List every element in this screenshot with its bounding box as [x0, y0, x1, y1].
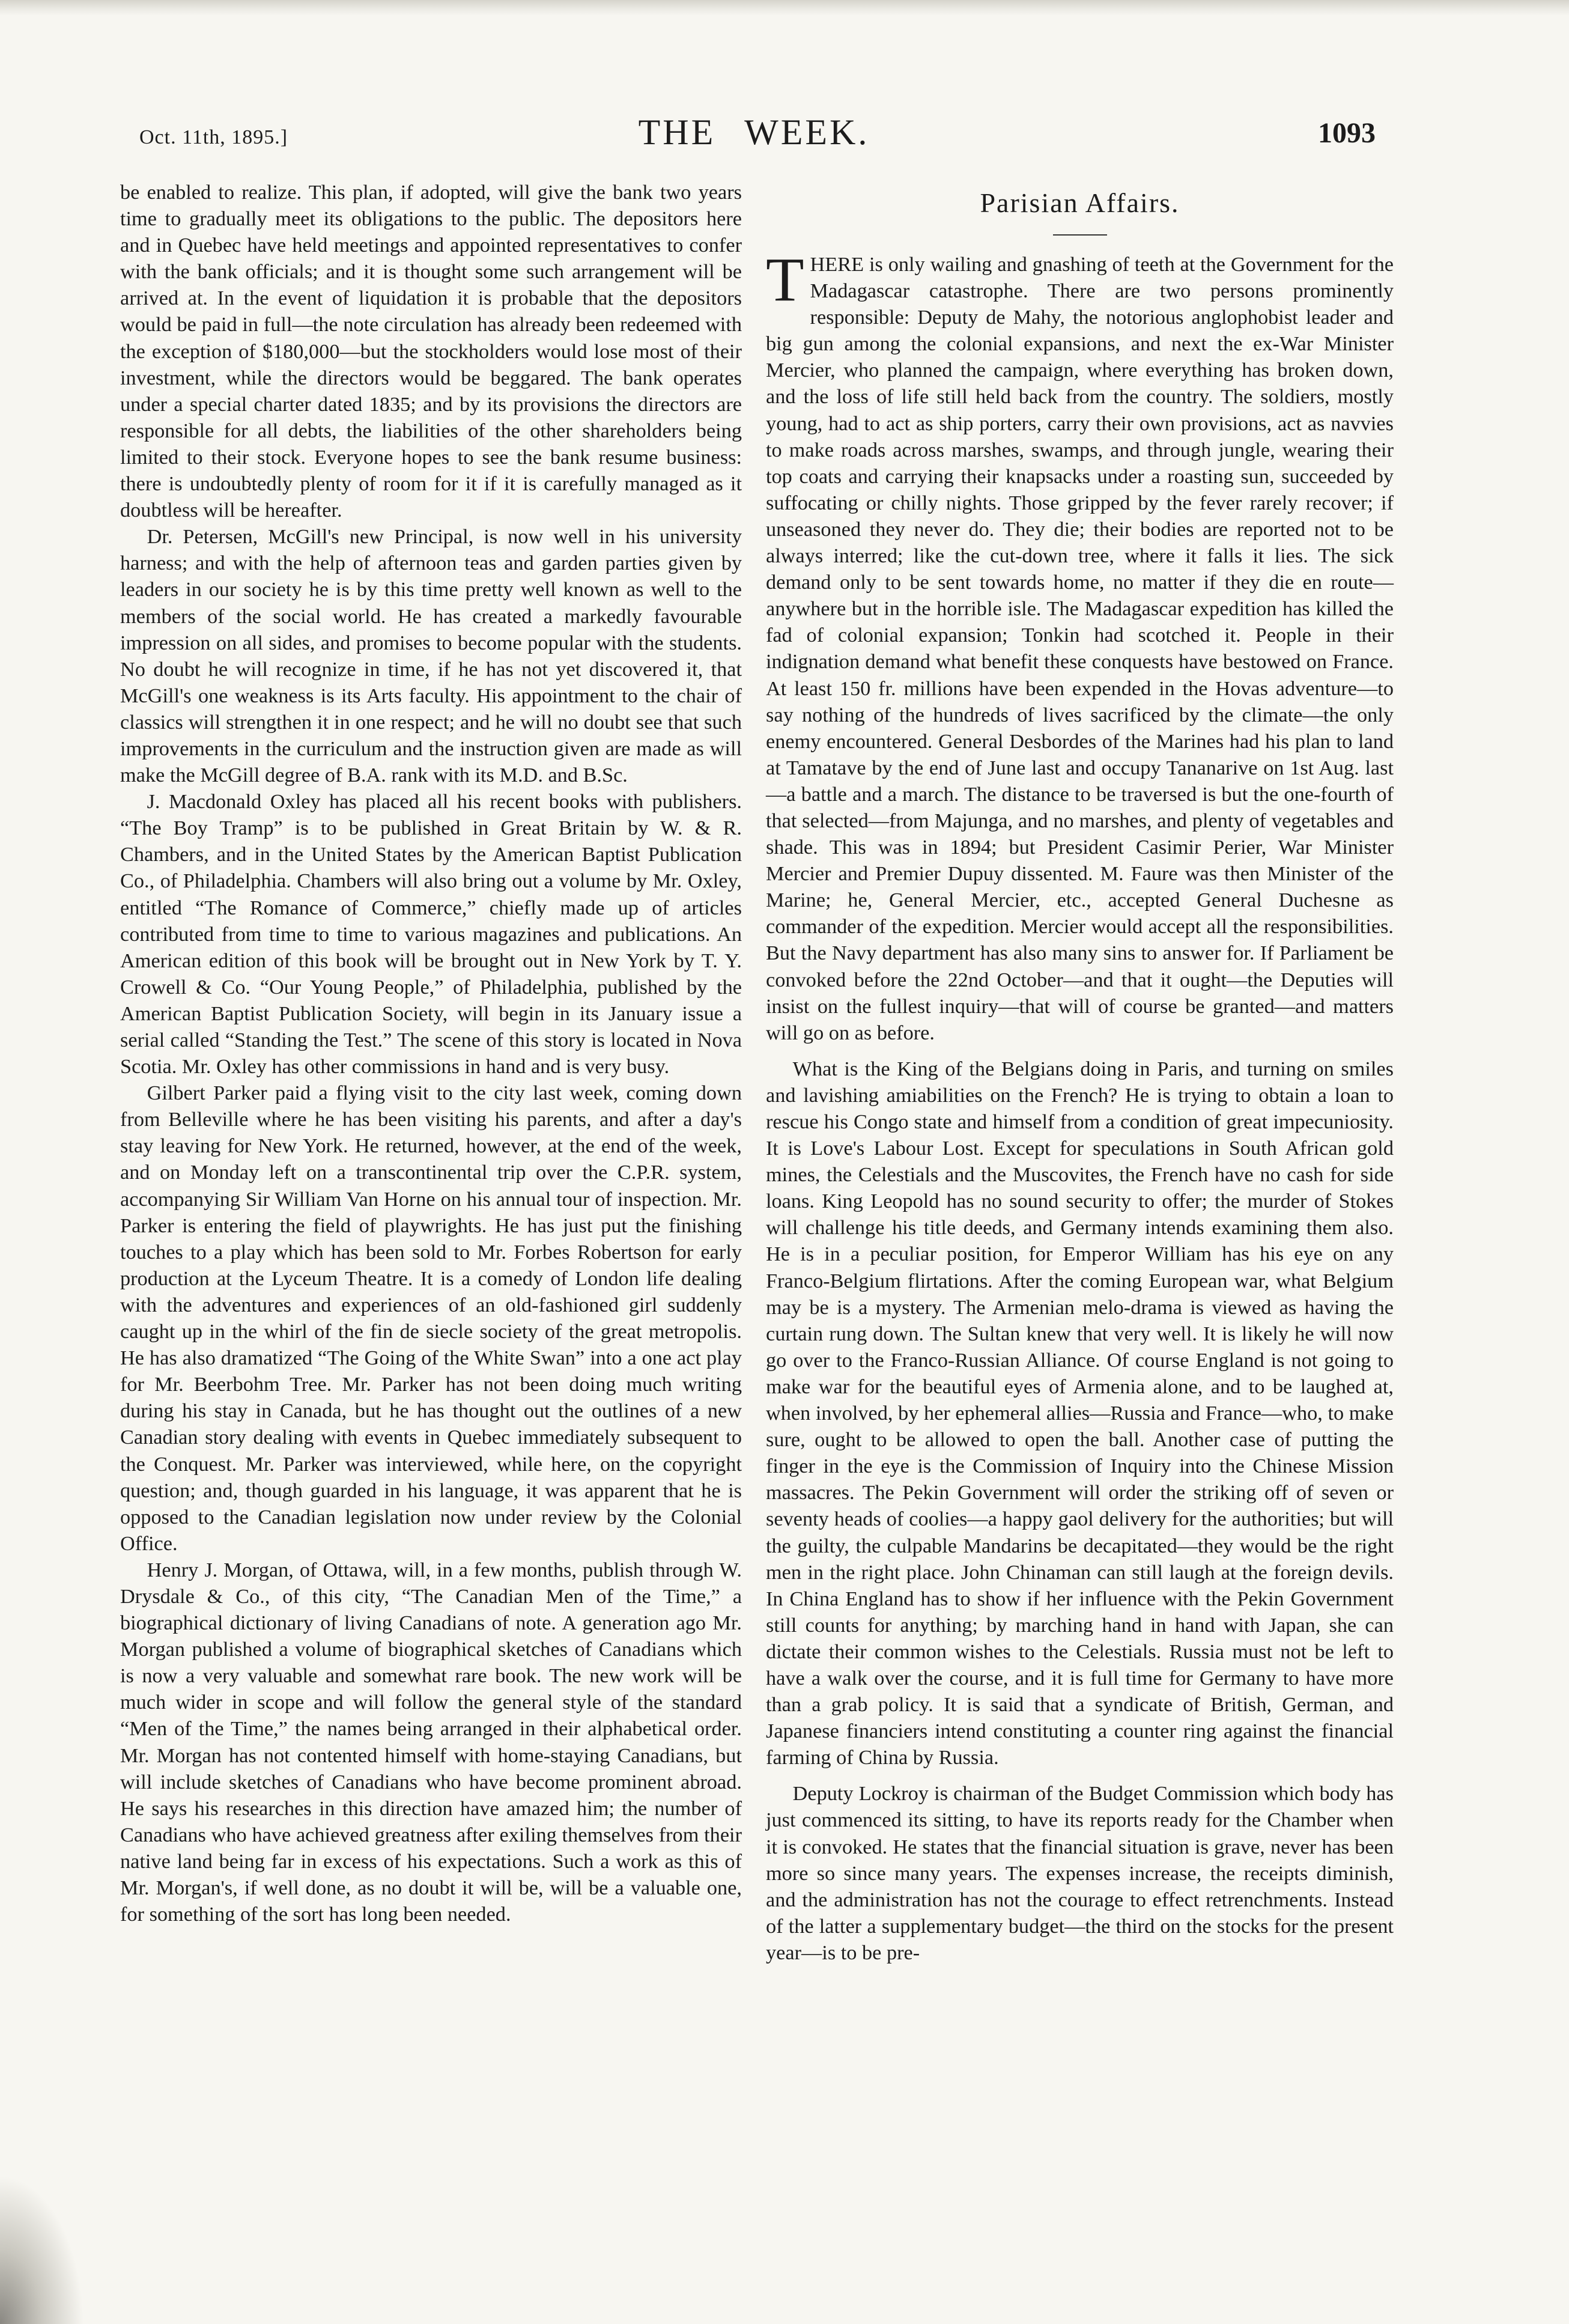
- article-paragraph: Gilbert Parker paid a flying visit to the city last week, coming down from Belleville where he has been visiting his parents, and after a day's stay leaving for New York. He returned, however, at the end of the week, and on Monday left on a transcontinental trip over the C.P.R. system, accompanying Sir William Van Horne on his annual tour of inspection. Mr. Parker is entering the field of playwrights. He has just put the finishing touches to a play which has been sold to Mr. Forbes Robertson for early production at the Lyceum Theatre. It is a comedy of London life dealing with the adventures and experiences of an old-fashioned girl suddenly caught up in the whirl of the fin de siecle society of the great metropolis. He has also dramatized “The Going of the White Swan” into a one act play for Mr. Beerbohm Tree. Mr. Parker has not been doing much writing during his stay in Canada, but he has thought out the outlines of a new Canadian story dealing with events in Quebec immediately subsequent to the Conquest. Mr. Parker was interviewed, while here, on the copyright question; and, though guarded in his language, it was apparent that he is opposed to the Canadian legislation now under review by the Colonial Office.: [120, 1081, 742, 1555]
- article-paragraph: Henry J. Morgan, of Ottawa, will, in a few months, publish through W. Drysdale & Co., of this city, “The Canadian Men of the Time,” a biographical dictionary of living Canadians of note. A generation ago Mr. Morgan published a volume of biographical sketches of Canadians which is now a very valuable and somewhat rare book. The new work will be much wider in scope and will follow the general style of the standard “Men of the Time,” the names being arranged in their alphabetical order. Mr. Morgan has not contented himself with home-staying Canadians, but will include sketches of Canadians who have become prominent abroad. He says his researches in this direction have amazed him; the number of Canadians who have achieved greatness after exiling themselves from their native land being far in excess of his expectations. Such a work as this of Mr. Morgan's, if well done, as no doubt it will be, will be a valuable one, for something of the sort has long been needed.: [120, 1558, 742, 1926]
- scan-edge-shadow: [0, 2175, 84, 2324]
- section-title: Parisian Affairs.: [980, 187, 1180, 218]
- title-divider: [1053, 234, 1107, 236]
- drop-cap: T: [766, 245, 804, 314]
- left-column: [120, 179, 742, 1927]
- article-paragraph: What is the King of the Belgians doing in Paris, and turning on smiles and lavishing amiabilities on the French? He is trying to obtain a loan to rescue his Congo state and himself from a condition of great impecuniosity. It is Love's Labour Lost. Except for speculations in South African gold mines, the Celestials and the Muscovites, the French have no cash for side loans. King Leopold has no sound security to offer; the murder of Stokes will challenge his title deeds, and Germany intends examining them also. He is in a peculiar position, for Emperor William has his eye on any Franco-Belgium flirtations. After the coming European war, what Belgium may be is a mystery. The Armenian melo-drama is viewed as having the curtain rung down. The Sultan knew that very well. It is likely he will now go over to the Franco-Russian Alliance. Of course England is not going to make war for the beautiful eyes of Armenia alone, and to be laughed at, when involved, by her ephemeral allies—Russia and France—who, to make sure, ought to be allowed to open the ball. Another case of putting the finger in the eye is the Commission of Inquiry into the Chinese Mission massacres. The Pekin Government will order the striking off of seven or seventy heads of coolies—a happy gaol delivery for the authorities; but will the guilty, the culpable Mandarins be decapitated—they would be the right men in the right place. John Chinaman can still laugh at the foreign devils. In China England has to show if her influence with the Pekin Government still counts for anything; by marching hand in hand with Japan, she can dictate their common wishes to the Celestials. Russia must not be left to have a walk over the course, and it is full time for Germany to have more than a grab policy. It is said that a syndicate of British, German, and Japanese financiers intend constituting a counter ring against the financial farming of China by Russia.: [766, 1057, 1394, 1769]
- article-paragraph: Deputy Lockroy is chairman of the Budget Commission which body has just commenced its sitting, to have its reports ready for the Chamber when it is convoked. He states that the financial situation is grave, never has been more so since many years. The expenses increase, the receipts diminish, and the administration has not the courage to effect retrenchments. Instead of the latter a supplementary budget—the third on the stocks for the present year—is to be pre-: [766, 1782, 1394, 1964]
- page-header: [132, 109, 1376, 157]
- right-column: [766, 179, 1394, 1966]
- scan-edge-top: [0, 0, 1569, 16]
- page-number: 1093: [1318, 117, 1376, 149]
- article-paragraph: J. Macdonald Oxley has placed all his recent books with publishers. “The Boy Tramp” is to be published in Great Britain by W. & R. Chambers, and in the United States by the American Baptist Publication Co., of Philadelphia. Chambers will also bring out a volume by Mr. Oxley, entitled “The Romance of Commerce,” chiefly made up of articles contributed from time to time to various magazines and publications. An American edition of this book will be brought out in New York by T. Y. Crowell & Co. “Our Young People,” of Philadelphia, published by the American Baptist Publication Society, will begin in its January issue a serial called “Standing the Test.” The scene of this story is located in Nova Scotia. Mr. Oxley has other commissions in hand and is very busy.: [120, 790, 742, 1078]
- paragraph-text: HERE is only wailing and gnashing of teeth at the Government for the Madagascar catastrophe. There are two persons prominently responsible: Deputy de Mahy, the notorious anglophobist leader and big gun among the colonial expansions, and next the ex-War Minister Mercier, who planned the campaign, where everything has broken down, and the loss of life still held back from the country. The soldiers, mostly young, had to act as ship porters, carry their own provisions, act as navvies to make roads across marshes, swamps, and through jungle, wearing their top coats and carrying their knapsacks under a roasting sun, succeeded by suffocating or chilly nights. Those gripped by the fever rarely recover; if unseasoned they never do. They die; their bodies are reported not to be always interred; like the cut-down tree, where it falls it lies. The sick demand only to be sent towards home, no matter if they die en route—anywhere but in the horrible isle. The Madagascar expedition has killed the fad of colonial expansion; Tonkin had scotched it. People in their indignation demand what benefit these conquests have bestowed on France. At least 150 fr. millions have been expended in the Hovas adventure—to say nothing of the hundreds of lives sacrificed by the climate—the only enemy encountered. General Desbordes of the Marines had his plan to land at Tamatave by the end of June last and occupy Tananarive on 1st Aug. last—a battle and a march. The distance to be traversed is but the one-fourth of that selected—from Majunga, and no marshes, and plenty of vegetables and shade. This was in 1894; but President Casimir Perier, War Minister Mercier and Premier Dupuy dissented. M. Faure was then Minister of the Marine; he, General Mercier, etc., accepted General Duchesne as commander of the expedition. Mercier would accept all the responsibilities. But the Navy department has also many sins to answer for. If Parliament be convoked before the 22nd October—and that it ought—the Deputies will insist on the fullest inquiry—that will of course be granted—and matters will go on as before.: [766, 253, 1394, 1044]
- article-paragraph: be enabled to realize. This plan, if adopted, will give the bank two years time to gradually meet its obligations to the public. The depositors here and in Quebec have held meetings and appointed representatives to confer with the bank officials; and it is thought some such arrangement will be arrived at. In the event of liquidation it is probable that the depositors would be paid in full—the note circulation has already been redeemed with the exception of $180,000—but the stockholders would lose most of their investment, while the directors would be beggared. The bank operates under a special charter dated 1835; and by its provisions the directors are responsible for all debts, the liabilities of the other shareholders being limited to their stock. Everyone hopes to see the bank resume business: there is undoubtedly plenty of room for it if it is carefully managed as it doubtless will be hereafter.: [120, 181, 742, 522]
- article-paragraph: [766, 245, 1394, 1046]
- publication-title: THE WEEK.: [638, 112, 870, 152]
- issue-date: Oct. 11th, 1895.]: [139, 126, 288, 148]
- article-paragraph: Dr. Petersen, McGill's new Principal, is now well in his university harness; and with the help of afternoon teas and garden parties given by leaders in our society he is by this time pretty well known as well to the members of the social world. He has created a markedly favourable impression on all sides, and promises to become popular with the students. No doubt he will recognize in time, if he has not yet discovered it, that McGill's one weakness is its Arts faculty. His appointment to the chair of classics will strengthen it in one respect; and he will no doubt see that such improvements in the curriculum and the instruction given are made as will make the McGill degree of B.A. rank with its M.D. and B.Sc.: [120, 525, 742, 787]
